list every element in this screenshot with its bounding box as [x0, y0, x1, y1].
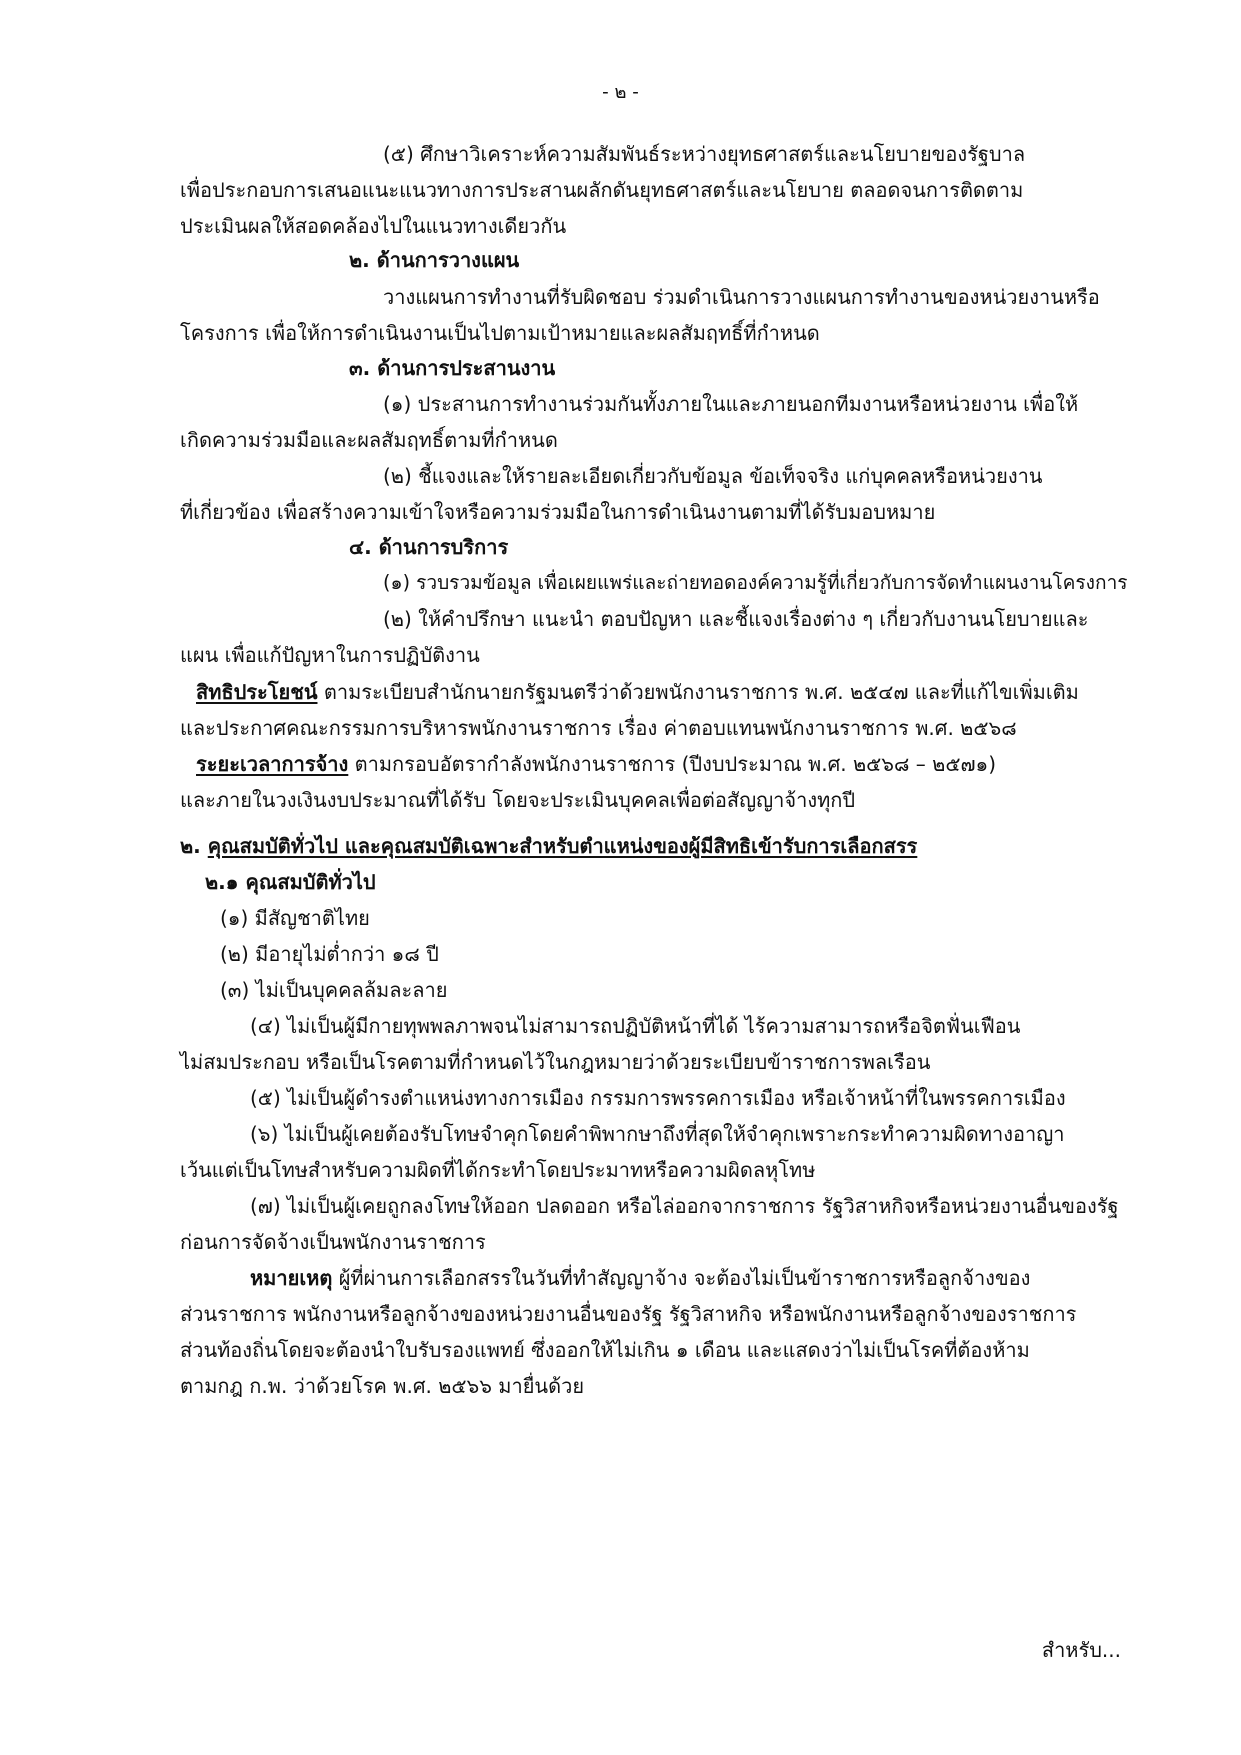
qualifications-number: ๒. — [180, 834, 201, 858]
benefits-label: สิทธิประโยชน์ — [196, 680, 318, 704]
period-paragraph-line-2: และภายในวงเงินงบประมาณที่ได้รับ โดยจะประเมินบุคคลเพื่อต่อสัญญาจ้างทุกปี — [180, 788, 856, 812]
duty-strategy-item-5-line-2: เพื่อประกอบการเสนอแนะแนวทางการประสานผลักดันยุทธศาสตร์และนโยบาย ตลอดจนการติดตาม — [180, 178, 1024, 202]
qualification-item-1: (๑) มีสัญชาติไทย — [220, 906, 370, 930]
note-text: ผู้ที่ผ่านการเลือกสรรในวันที่ทำสัญญาจ้าง จะต้องไม่เป็นข้าราชการหรือลูกจ้างของ — [338, 1266, 1031, 1290]
service-item-2-line-2: แผน เพื่อแก้ปัญหาในการปฏิบัติงาน — [180, 643, 480, 667]
coordination-item-1-line-2: เกิดความร่วมมือและผลสัมฤทธิ์ตามที่กำหนด — [180, 428, 558, 452]
note-line-4: ตามกฎ ก.พ. ว่าด้วยโรค พ.ศ. ๒๕๖๖ มายื่นด้วย — [180, 1374, 585, 1398]
qualifications-heading — [180, 836, 917, 856]
continuation-marker: สำหรับ... — [1041, 1638, 1121, 1662]
page-number: - ๒ - — [602, 82, 639, 103]
planning-heading: ๒. ด้านการวางแผน — [349, 248, 520, 272]
coordination-item-1-line-1: (๑) ประสานการทำงานร่วมกันทั้งภายในและภายนอกทีมงานหรือหน่วยงาน เพื่อให้ — [383, 392, 1079, 416]
note-line-3: ส่วนท้องถิ่นโดยจะต้องนำใบรับรองแพทย์ ซึ่งออกให้ไม่เกิน ๑ เดือน และแสดงว่าไม่เป็นโรคที่ต้องห้าม — [180, 1338, 1030, 1362]
service-heading: ๔. ด้านการบริการ — [349, 535, 509, 559]
qualification-item-3: (๓) ไม่เป็นบุคคลล้มละลาย — [220, 978, 448, 1002]
period-paragraph-line-1 — [196, 754, 996, 774]
note-line-1 — [250, 1268, 1030, 1288]
benefits-paragraph-line-2: และประกาศคณะกรรมการบริหารพนักงานราชการ เรื่อง ค่าตอบแทนพนักงานราชการ พ.ศ. ๒๕๖๘ — [180, 716, 1017, 740]
service-item-1: (๑) รวบรวมข้อมูล เพื่อเผยแพร่และถ่ายทอดองค์ความรู้ที่เกี่ยวกับการจัดทำแผนงานโครงการ — [383, 571, 1128, 594]
duty-strategy-item-5-line-3: ประเมินผลให้สอดคล้องไปในแนวทางเดียวกัน — [180, 214, 567, 238]
qualification-item-7-line-1: (๗) ไม่เป็นผู้เคยถูกลงโทษให้ออก ปลดออก หรือไล่ออกจากราชการ รัฐวิสาหกิจหรือหน่วยงานอื่นของรัฐ — [250, 1194, 1119, 1218]
benefits-text: ตามระเบียบสำนักนายกรัฐมนตรีว่าด้วยพนักงานราชการ พ.ศ. ๒๕๔๗ และที่แก้ไขเพิ่มเติม — [323, 680, 1079, 704]
coordination-item-2-line-2: ที่เกี่ยวข้อง เพื่อสร้างความเข้าใจหรือความร่วมมือในการดำเนินงานตามที่ได้รับมอบหมาย — [180, 500, 936, 524]
period-text: ตามกรอบอัตรากำลังพนักงานราชการ (ปีงบประมาณ พ.ศ. ๒๕๖๘ – ๒๕๗๑) — [354, 752, 997, 776]
qualification-item-6-line-2: เว้นแต่เป็นโทษสำหรับความผิดที่ได้กระทำโดยประมาทหรือความผิดลหุโทษ — [180, 1158, 816, 1182]
note-label: หมายเหตุ — [250, 1266, 333, 1290]
service-item-2-line-1: (๒) ให้คำปรึกษา แนะนำ ตอบปัญหา และชี้แจงเรื่องต่าง ๆ เกี่ยวกับงานนโยบายและ — [383, 607, 1089, 631]
qualification-item-6-line-1: (๖) ไม่เป็นผู้เคยต้องรับโทษจำคุกโดยคำพิพากษาถึงที่สุดให้จำคุกเพราะกระทำความผิดทางอาญา — [250, 1122, 1065, 1146]
period-label: ระยะเวลาการจ้าง — [196, 752, 349, 776]
qualification-item-2: (๒) มีอายุไม่ต่ำกว่า ๑๘ ปี — [220, 942, 439, 966]
general-qualifications-heading: ๒.๑ คุณสมบัติทั่วไป — [205, 870, 376, 894]
note-line-2: ส่วนราชการ พนักงานหรือลูกจ้างของหน่วยงานอื่นของรัฐ รัฐวิสาหกิจ หรือพนักงานหรือลูกจ้างของราชการ — [180, 1302, 1077, 1326]
qualifications-title: คุณสมบัติทั่วไป และคุณสมบัติเฉพาะสำหรับตำแหน่งของผู้มีสิทธิเข้ารับการเลือกสรร — [207, 834, 918, 858]
qualification-item-4-line-2: ไม่สมประกอบ หรือเป็นโรคตามที่กำหนดไว้ในกฎหมายว่าด้วยระเบียบข้าราชการพลเรือน — [180, 1050, 931, 1074]
coordination-heading: ๓. ด้านการประสานงาน — [349, 356, 556, 380]
planning-line-2: โครงการ เพื่อให้การดำเนินงานเป็นไปตามเป้าหมายและผลสัมฤทธิ์ที่กำหนด — [180, 321, 820, 345]
qualification-item-7-line-2: ก่อนการจัดจ้างเป็นพนักงานราชการ — [180, 1230, 486, 1254]
qualification-item-5: (๕) ไม่เป็นผู้ดำรงตำแหน่งทางการเมือง กรรมการพรรคการเมือง หรือเจ้าหน้าที่ในพรรคการเมือง — [250, 1086, 1066, 1110]
qualification-item-4-line-1: (๔) ไม่เป็นผู้มีกายทุพพลภาพจนไม่สามารถปฏิบัติหน้าที่ได้ ไร้ความสามารถหรือจิตฟั่นเฟือน — [250, 1014, 1021, 1038]
coordination-item-2-line-1: (๒) ชี้แจงและให้รายละเอียดเกี่ยวกับข้อมูล ข้อเท็จจริง แก่บุคคลหรือหน่วยงาน — [383, 464, 1043, 488]
planning-line-1: วางแผนการทำงานที่รับผิดชอบ ร่วมดำเนินการวางแผนการทำงานของหน่วยงานหรือ — [383, 285, 1100, 309]
benefits-paragraph-line-1 — [196, 682, 1079, 702]
duty-strategy-item-5-line-1: (๕) ศึกษาวิเคราะห์ความสัมพันธ์ระหว่างยุทธศาสตร์และนโยบายของรัฐบาล — [383, 142, 1026, 166]
